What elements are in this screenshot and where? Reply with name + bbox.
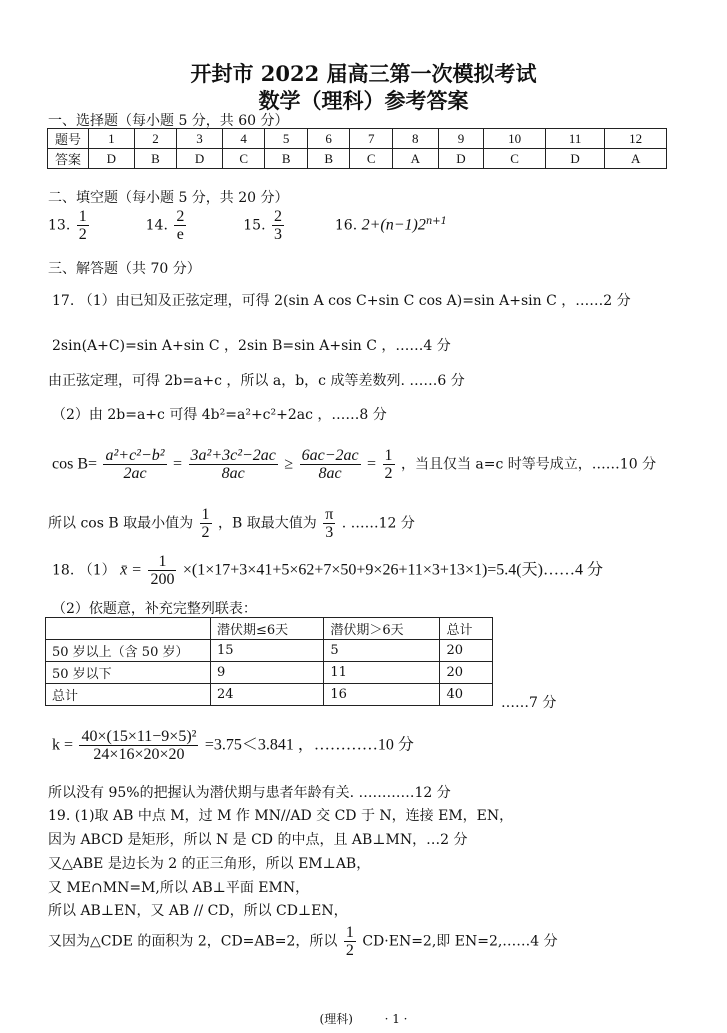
- page-number: · 1 ·: [384, 1012, 408, 1026]
- answer-table: [47, 128, 667, 169]
- section2-heading: 二、填空题（每小题 5 分，共 20 分）: [48, 190, 289, 206]
- q16-label: 16.: [334, 217, 358, 234]
- table-cell: B: [307, 149, 350, 169]
- table-cell: 9: [211, 662, 324, 684]
- k-rhs: =3.75＜3.841 ，…………10 分: [204, 736, 414, 754]
- q15-label: 15.: [243, 217, 266, 234]
- contingency-table: [45, 617, 493, 706]
- q14-fraction: $\frac{2}{e}$: [176, 208, 185, 243]
- table-row: [46, 640, 493, 662]
- row-label-answer: 答案: [48, 149, 89, 169]
- q19-line6: [48, 924, 558, 959]
- table-cell: 9: [438, 129, 484, 149]
- table-cell: 7: [350, 129, 393, 149]
- table-cell: 11: [545, 129, 604, 149]
- q19-line6-b: CD·EN=2,即 EN=2,……4 分: [362, 933, 558, 950]
- min-fraction: $\frac{1}{2}$: [201, 506, 210, 541]
- table-cell: 2: [134, 129, 177, 149]
- row-label-number: 题号: [48, 129, 89, 149]
- table-cell: 总计: [46, 684, 211, 706]
- q19-line5: 所以 AB⊥EN，又 AB // CD，所以 CD⊥EN，: [48, 903, 348, 919]
- table-cell: B: [265, 149, 308, 169]
- table-cell: 8: [392, 129, 438, 149]
- table-row: [46, 684, 493, 706]
- table-header-row: [46, 618, 493, 640]
- table-cell: 10: [484, 129, 546, 149]
- table-cell: 50 岁以下: [46, 662, 211, 684]
- table-cell: 5: [324, 640, 440, 662]
- table-header-cell: 总计: [440, 618, 493, 640]
- table-cell: 20: [440, 662, 493, 684]
- mean-rhs: ×(1×17+3×41+5×62+7×50+9×26+11×3+13×1)=5.4(天)……4 分: [182, 561, 603, 579]
- table-cell: 5: [265, 129, 308, 149]
- table-cell: 40: [440, 684, 493, 706]
- q19-fraction: $\frac{1}{2}$: [345, 924, 354, 959]
- table-cell: 20: [440, 640, 493, 662]
- k-lhs: k =: [52, 736, 74, 754]
- table-cell: 50 岁以上（含 50 岁）: [46, 640, 211, 662]
- table-cell: C: [484, 149, 546, 169]
- q18-label: 18. （1）: [52, 562, 116, 579]
- answer-key-row: [48, 149, 667, 169]
- line6-text-b: ，B 取最大值为: [218, 515, 317, 532]
- q19-line4: 又 ME∩MN=M,所以 AB⊥平面 EMN，: [48, 880, 310, 896]
- table-header-cell: 潜伏期＞6天: [324, 618, 440, 640]
- cos-fraction-4: $\frac{1}{2}$: [384, 447, 393, 482]
- q14-label: 14.: [145, 217, 168, 234]
- mean-lhs: x̄ =: [120, 561, 142, 579]
- q17-line2: 2sin(A+C)=sin A+sin C ，2sin B=sin A+sin C ，……4 分: [52, 338, 451, 354]
- fill-answers: [48, 208, 447, 243]
- table-cell: 1: [89, 129, 135, 149]
- k-fraction: $\frac{\text{40×(15×11−9×5)²}}{24\times 16\times 20\times 20}$: [81, 728, 197, 763]
- mean-fraction: $\frac{1}{200}$: [150, 553, 175, 588]
- page-footer: [0, 1010, 727, 1027]
- q17-line4: （2）由 2b=a+c 可得 4b²=a²+c²+2ac ，……8 分: [52, 407, 387, 423]
- table-header-cell: 潜伏期≤6天: [211, 618, 324, 640]
- q17-line6: [48, 506, 415, 541]
- q18-mean: [52, 553, 603, 588]
- table-cell: B: [134, 149, 177, 169]
- q13-label: 13.: [48, 217, 71, 234]
- q18-k-equation: [52, 728, 414, 763]
- table-cell: 24: [211, 684, 324, 706]
- q19-line1: 19. (1)取 AB 中点 M，过 M 作 MN//AD 交 CD 于 N，连接 EM，EN，: [48, 808, 514, 824]
- table-cell: 11: [324, 662, 440, 684]
- table-cell: A: [392, 149, 438, 169]
- q13-fraction: $\frac{1}{2}$: [78, 208, 87, 243]
- answer-number-row: [48, 129, 667, 149]
- cos-fraction-2: $\frac{\text{3a²+3c²−2ac}}{8ac}$: [190, 447, 276, 482]
- table-cell: 15: [211, 640, 324, 662]
- q19-line3: 又△ABE 是边长为 2 的正三角形，所以 EM⊥AB，: [48, 856, 371, 872]
- cos-tail: ，当且仅当 a=c 时等号成立，……10 分: [400, 456, 657, 473]
- q17-line1: 17. （1）由已知及正弦定理，可得 2(sin A cos C+sin C cos A)=sin A+sin C ，……2 分: [52, 293, 631, 309]
- q17-cos-equation: cos B= $\frac{\text{a²+c²−b²}}{2ac}$ = $\frac{\text{3a²+3c²−2ac}}{8ac}$ ≥ $\frac{6ac-2ac}{8ac}$ = $\frac{1}{2}$ ，当且仅当 a=c 时等号成立，……10 分: [52, 447, 657, 482]
- max-fraction: $\frac{\pi}{3}$: [325, 506, 334, 541]
- cos-lhs: cos B=: [52, 455, 98, 473]
- table-cell: 3: [177, 129, 223, 149]
- table-cell: 4: [222, 129, 265, 149]
- footer-subject: (理科): [319, 1012, 353, 1026]
- table-cell: 12: [605, 129, 667, 149]
- section1-heading: 一、选择题（每小题 5 分，共 60 分）: [48, 113, 289, 129]
- table-cell: C: [222, 149, 265, 169]
- table-row: [46, 662, 493, 684]
- table-cell: C: [350, 149, 393, 169]
- q17-line3: 由正弦定理，可得 2b=a+c ，所以 a，b，c 成等差数列. ……6 分: [48, 373, 465, 389]
- table-cell: D: [89, 149, 135, 169]
- table-cell: 16: [324, 684, 440, 706]
- cos-fraction-3: $\frac{6ac-2ac}{8ac}$: [301, 447, 359, 482]
- line6-text-c: . ……12 分: [341, 515, 415, 532]
- q16-expression: 2+(n−1)2: [361, 216, 426, 234]
- q15-fraction: $\frac{2}{3}$: [273, 208, 282, 243]
- section3-heading: 三、解答题（共 70 分）: [48, 261, 201, 277]
- page-subtitle: 数学（理科）参考答案: [258, 88, 469, 113]
- q19-line2: 因为 ABCD 是矩形，所以 N 是 CD 的中点，且 AB⊥MN，…2 分: [48, 832, 468, 848]
- q18-conclusion: 所以没有 95%的把握认为潜伏期与患者年龄有关. …………12 分: [48, 785, 451, 801]
- q16-exponent: n+1: [425, 215, 448, 227]
- q19-line6-a: 又因为△CDE 的面积为 2，CD=AB=2，所以: [48, 933, 338, 950]
- table-header-cell: [46, 618, 211, 640]
- table-cell: D: [545, 149, 604, 169]
- cos-fraction-1: $\frac{\text{a²+c²−b²}}{2ac}$: [105, 447, 165, 482]
- page-title: 开封市 2022 届高三第一次模拟考试: [190, 61, 537, 86]
- line6-text-a: 所以 cos B 取最小值为: [48, 515, 194, 532]
- table-cell: 6: [307, 129, 350, 149]
- table-cell: D: [177, 149, 223, 169]
- table-cell: A: [605, 149, 667, 169]
- q18-part2: （2）依题意，补充完整列联表：: [52, 601, 257, 617]
- table-cell: D: [438, 149, 484, 169]
- table-score: ……7 分: [501, 695, 557, 711]
